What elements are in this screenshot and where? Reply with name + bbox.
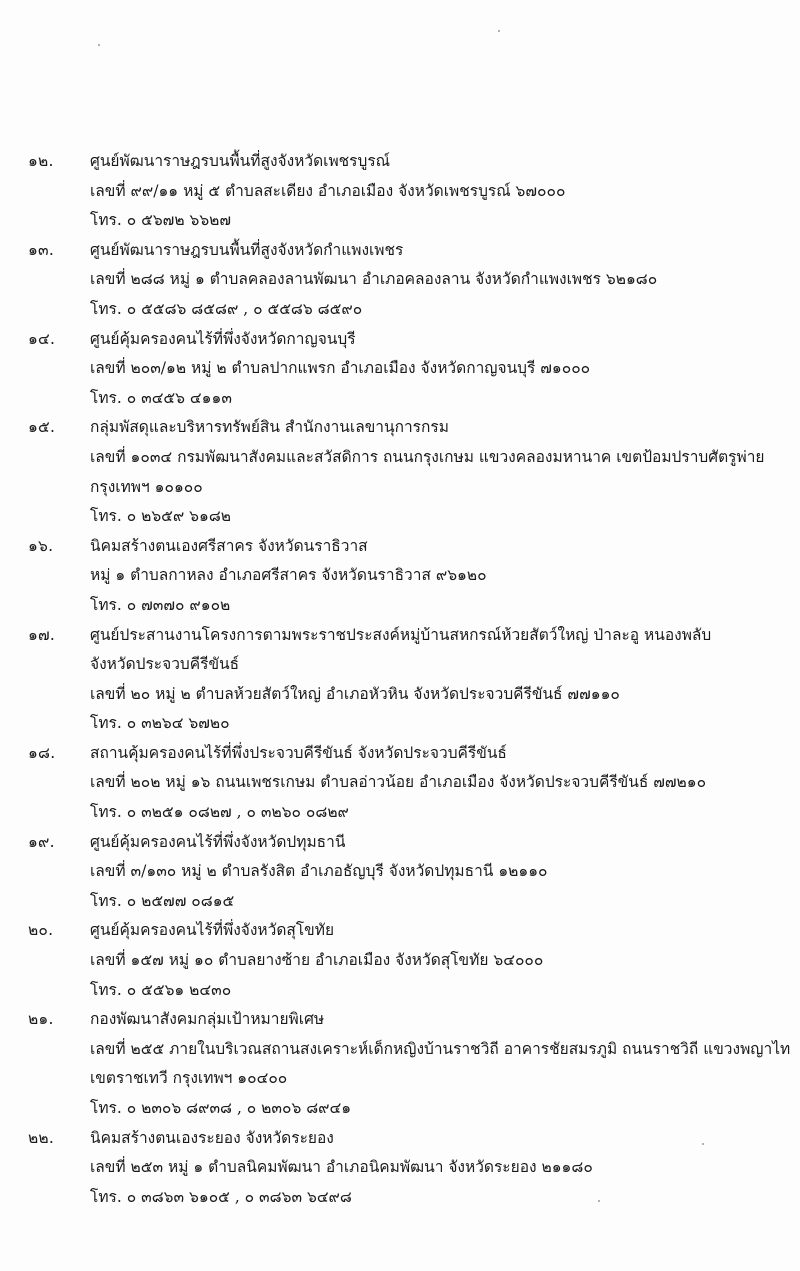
entry-address-line: เลขที่ ๒๕๕ ภายในบริเวณสถานสงเคราะห์เด็กหญิงบ้านราชวิถี อาคารชัยสมรภูมิ ถนนราชวิถี แขวงพญาไท [90,1039,791,1058]
entry-number: ๒๑. [28,1010,54,1029]
entry-address-line: เลขที่ ๒๘๘ หมู่ ๑ ตำบลคลองลานพัฒนา อำเภอคลองลาน จังหวัดกำแพงเพชร ๖๒๑๘๐ [90,270,658,289]
address-entry [28,147,798,236]
address-entry [28,916,798,1005]
address-entry [28,532,798,621]
entry-lines [90,236,798,325]
entry-office-name: ศูนย์ประสานงานโครงการตามพระราชประสงค์หมู่บ้านสหกรณ์ห้วยสัตว์ใหญ่ ป่าละอู หนองพลับ [90,625,712,644]
address-entry [28,1005,798,1123]
entry-number: ๑๖. [28,536,54,555]
entry-lines [90,621,798,739]
entry-phone: โทร. ๐ ๓๒๖๔ ๖๗๒๐ [90,714,230,733]
entry-lines [90,739,798,828]
entry-number: ๑๕. [28,418,56,437]
entry-lines [90,916,798,1005]
entry-address-line: เขตราชเทวี กรุงเทพฯ ๑๐๔๐๐ [90,1069,288,1088]
entry-phone: โทร. ๐ ๒๓๐๖ ๘๙๓๘ , ๐ ๒๓๐๖ ๘๙๔๑ [90,1099,352,1117]
entry-number: ๑๘. [28,743,56,762]
address-entry [28,236,798,325]
address-entry [28,413,798,531]
entry-number: ๑๓. [28,240,54,259]
entry-office-name: ศูนย์คุ้มครองคนไร้ที่พึ่งจังหวัดกาญจนบุรี [90,329,356,348]
entry-office-name: ศูนย์พัฒนาราษฎรบนพื้นที่สูงจังหวัดเพชรบูรณ์ [90,152,391,170]
entry-phone: โทร. ๐ ๒๖๕๙ ๖๑๘๒ [90,507,232,526]
scan-speck [498,30,500,32]
entry-lines [90,1124,798,1213]
entry-number: ๑๙. [28,832,55,851]
entry-lines [90,413,798,531]
entry-office-name: ศูนย์คุ้มครองคนไร้ที่พึ่งจังหวัดปทุมธานี [90,832,346,851]
entry-address-line: เลขที่ ๑๕๗ หมู่ ๑๐ ตำบลยางซ้าย อำเภอเมือง จังหวัดสุโขทัย ๖๔๐๐๐ [90,951,544,970]
scan-speck [98,44,100,46]
entry-lines [90,532,798,621]
entry-number: ๑๒. [28,152,54,170]
entry-address-line: เลขที่ ๓/๑๓๐ หมู่ ๒ ตำบลรังสิต อำเภอธัญบุรี จังหวัดปทุมธานี ๑๒๑๑๐ [90,862,548,881]
address-entry [28,828,798,917]
entry-lines [90,147,798,236]
entry-phone: โทร. ๐ ๒๕๗๗ ๐๘๑๕ [90,891,235,910]
entry-lines [90,325,798,414]
entry-phone: โทร. ๐ ๕๕๘๖ ๘๕๘๙ , ๐ ๕๕๘๖ ๘๕๙๐ [90,299,363,318]
entry-address-line: กรุงเทพฯ ๑๐๑๐๐ [90,477,203,496]
entry-address-line: จังหวัดประจวบคีรีขันธ์ [90,655,240,674]
entry-office-name: กลุ่มพัสดุและบริหารทรัพย์สิน สำนักงานเลขานุการกรม [90,418,449,437]
entry-address-line: เลขที่ ๑๐๓๔ กรมพัฒนาสังคมและสวัสดิการ ถนนกรุงเกษม แขวงคลองมหานาค เขตป้อมปราบศัตรูพ่าย [90,447,765,466]
entry-number: ๑๗. [28,625,56,644]
entry-address-line: เลขที่ ๒๐๒ หมู่ ๑๖ ถนนเพชรเกษม ตำบลอ่าวน้อย อำเภอเมือง จังหวัดประจวบคีรีขันธ์ ๗๗๒๑๐ [90,773,707,792]
address-entry [28,325,798,414]
entry-number: ๒๐. [28,921,54,940]
entry-office-name: นิคมสร้างตนเองระยอง จังหวัดระยอง [90,1128,334,1147]
entry-number: ๑๔. [28,329,56,348]
entry-address-line: เลขที่ ๙๙/๑๑ หมู่ ๕ ตำบลสะเดียง อำเภอเมือง จังหวัดเพชรบูรณ์ ๖๗๐๐๐ [90,181,566,200]
address-entry [28,739,798,828]
entry-phone: โทร. ๐ ๓๔๕๖ ๔๑๑๓ [90,388,232,407]
entry-office-name: ศูนย์พัฒนาราษฎรบนพื้นที่สูงจังหวัดกำแพงเพชร [90,240,404,259]
entry-address-line: หมู่ ๑ ตำบลกาหลง อำเภอศรีสาคร จังหวัดนราธิวาส ๙๖๑๒๐ [90,566,487,585]
entry-address-line: เลขที่ ๒๐๓/๑๒ หมู่ ๒ ตำบลปากแพรก อำเภอเมือง จังหวัดกาญจนบุรี ๗๑๐๐๐ [90,359,591,378]
entry-phone: โทร. ๐ ๕๕๖๑ ๒๔๓๐ [90,980,232,999]
entry-office-name: สถานคุ้มครองคนไร้ที่พึ่งประจวบคีรีขันธ์ จังหวัดประจวบคีรีขันธ์ [90,743,507,762]
entry-address-line: เลขที่ ๒๐ หมู่ ๒ ตำบลห้วยสัตว์ใหญ่ อำเภอหัวหิน จังหวัดประจวบคีรีขันธ์ ๗๗๑๑๐ [90,684,620,703]
entry-phone: โทร. ๐ ๗๓๗๐ ๙๑๐๒ [90,595,231,614]
entry-phone: โทร. ๐ ๕๖๗๒ ๖๖๒๗ [90,211,232,230]
entry-office-name: ศูนย์คุ้มครองคนไร้ที่พึ่งจังหวัดสุโขทัย [90,921,335,940]
entry-phone: โทร. ๐ ๓๘๖๓ ๖๑๐๕ , ๐ ๓๘๖๓ ๖๔๙๘ [90,1187,352,1206]
entry-lines [90,828,798,917]
address-list [28,147,798,1212]
entry-office-name: นิคมสร้างตนเองศรีสาคร จังหวัดนราธิวาส [90,536,368,555]
entry-lines [90,1005,798,1123]
entry-office-name: กองพัฒนาสังคมกลุ่มเป้าหมายพิเศษ [90,1010,325,1029]
address-entry [28,1124,798,1213]
address-entry [28,621,798,739]
entry-phone: โทร. ๐ ๓๒๕๑ ๐๘๒๗ , ๐ ๓๒๖๐ ๐๘๒๙ [90,803,349,822]
entry-number: ๒๒. [28,1128,54,1147]
entry-address-line: เลขที่ ๒๕๓ หมู่ ๑ ตำบลนิคมพัฒนา อำเภอนิคมพัฒนา จังหวัดระยอง ๒๑๑๘๐ [90,1158,593,1177]
